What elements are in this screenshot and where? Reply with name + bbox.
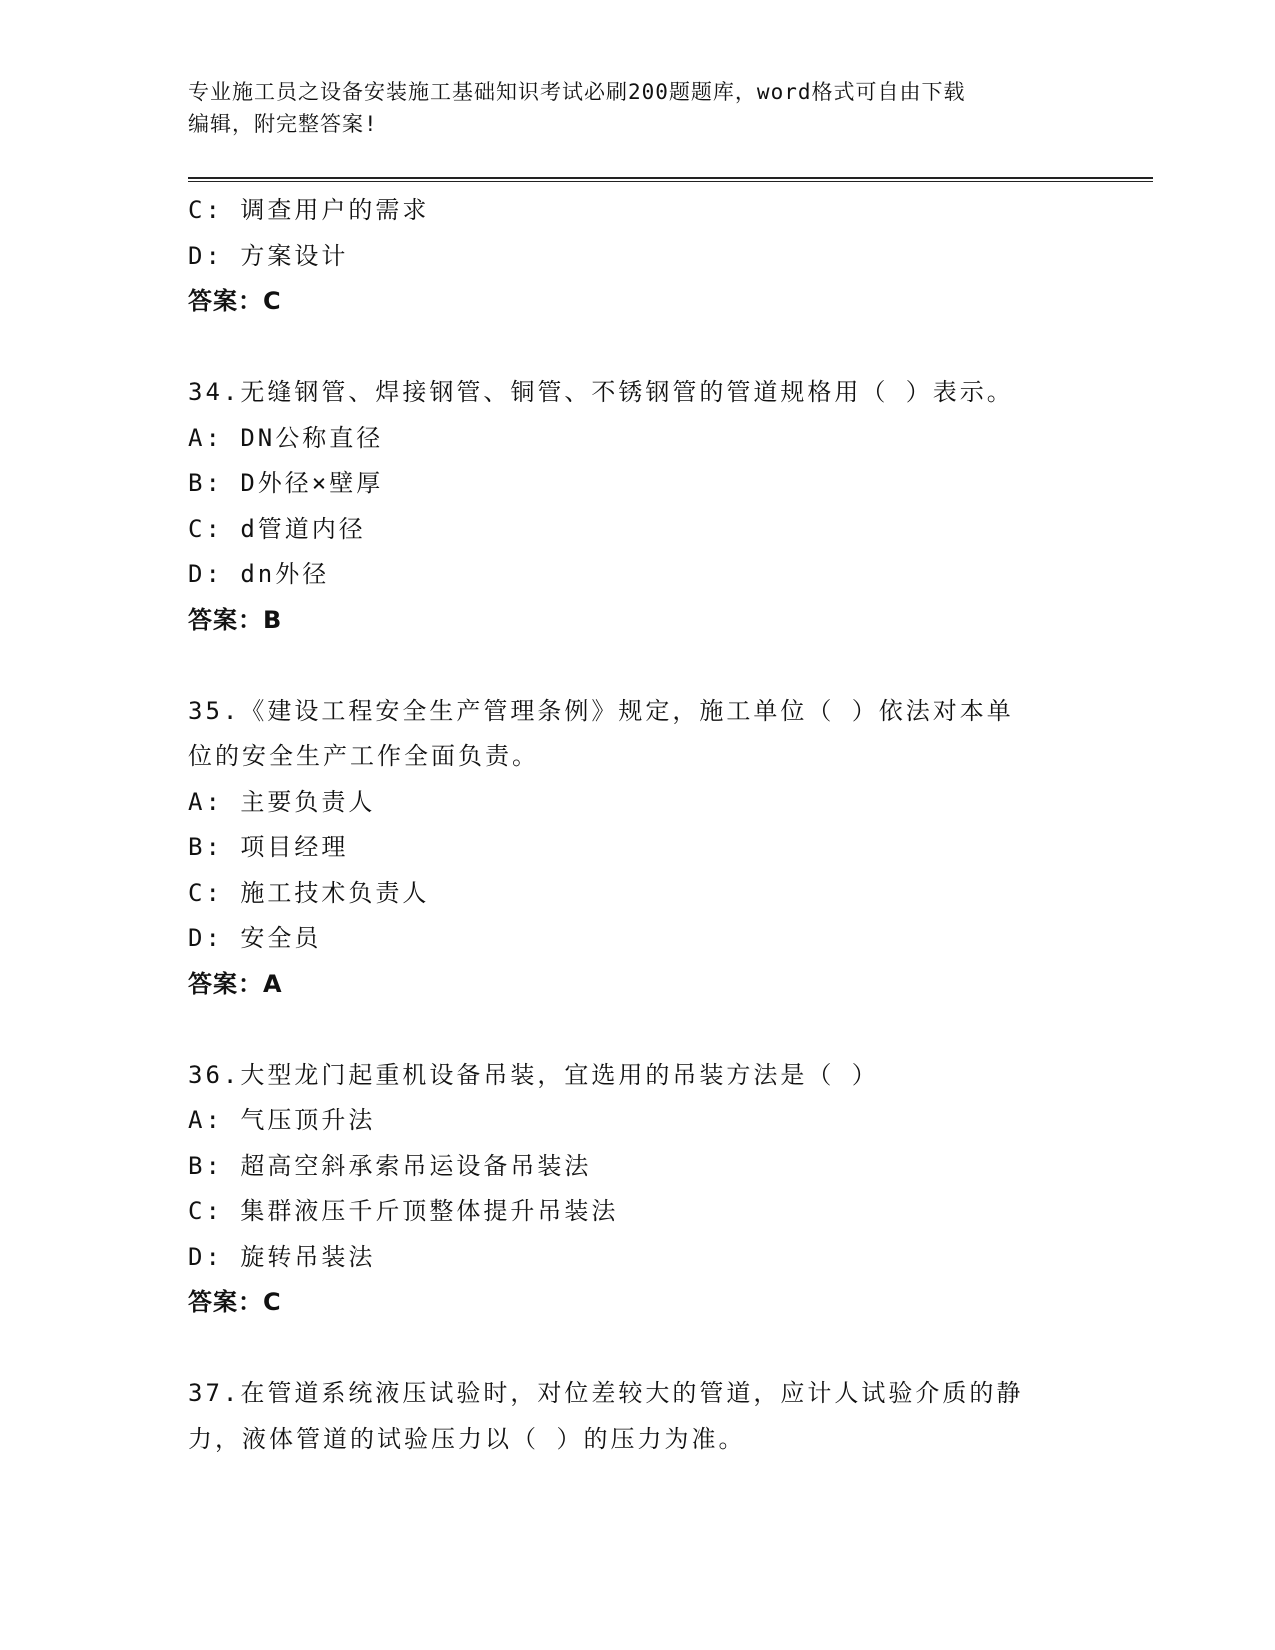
option-b: B: D外径×壁厚 [188, 469, 384, 497]
option-a: A: DN公称直径 [188, 423, 384, 452]
answer-line: 答案：A [188, 969, 283, 998]
document-header [188, 76, 1068, 140]
question-33-remainder [188, 188, 1088, 325]
header-title-line-1: 专业施工员之设备安装施工基础知识考试必刷200题题库，word格式可自由下载 [188, 80, 966, 104]
header-divider [188, 177, 1153, 182]
question-stem: 36.大型龙门起重机设备吊装，宜选用的吊装方法是（ ） [188, 1060, 879, 1089]
option-a: A: 主要负责人 [188, 787, 376, 816]
option-c: C: 施工技术负责人 [188, 878, 430, 907]
question-36 [188, 1053, 1088, 1326]
question-34 [188, 370, 1088, 643]
question-stem: 37.在管道系统液压试验时，对位差较大的管道，应计人试验介质的静 [188, 1379, 1024, 1407]
document-body [188, 188, 1088, 1462]
spacer [188, 643, 1088, 689]
option-d: D: 方案设计 [188, 241, 349, 270]
spacer [188, 1326, 1088, 1372]
spacer [188, 325, 1088, 371]
answer-line: 答案：C [188, 287, 282, 315]
option-d: D: 安全员 [188, 924, 322, 952]
option-c: C: 调查用户的需求 [188, 196, 430, 224]
option-d: D: dn外径 [188, 560, 330, 588]
option-d: D: 旋转吊装法 [188, 1242, 376, 1271]
spacer [188, 1007, 1088, 1053]
question-stem-continued: 位的安全生产工作全面负责。 [188, 742, 539, 770]
option-c: C: 集群液压千斤顶整体提升吊装法 [188, 1197, 619, 1225]
question-35 [188, 689, 1088, 1008]
question-stem: 35.《建设工程安全生产管理条例》规定，施工单位（ ）依法对本单 [188, 696, 1014, 725]
option-b: B: 超高空斜承索吊运设备吊装法 [188, 1151, 592, 1180]
question-stem: 34.无缝钢管、焊接钢管、铜管、不锈钢管的管道规格用（ ）表示。 [188, 378, 1014, 406]
question-37 [188, 1371, 1088, 1462]
answer-line: 答案：C [188, 1288, 282, 1316]
question-stem-continued: 力，液体管道的试验压力以（ ）的压力为准。 [188, 1424, 746, 1453]
option-a: A: 气压顶升法 [188, 1106, 376, 1134]
option-b: B: 项目经理 [188, 833, 349, 861]
answer-line: 答案：B [188, 605, 283, 634]
header-title-line-2: 编辑，附完整答案! [188, 112, 378, 136]
option-c: C: d管道内径 [188, 514, 366, 543]
